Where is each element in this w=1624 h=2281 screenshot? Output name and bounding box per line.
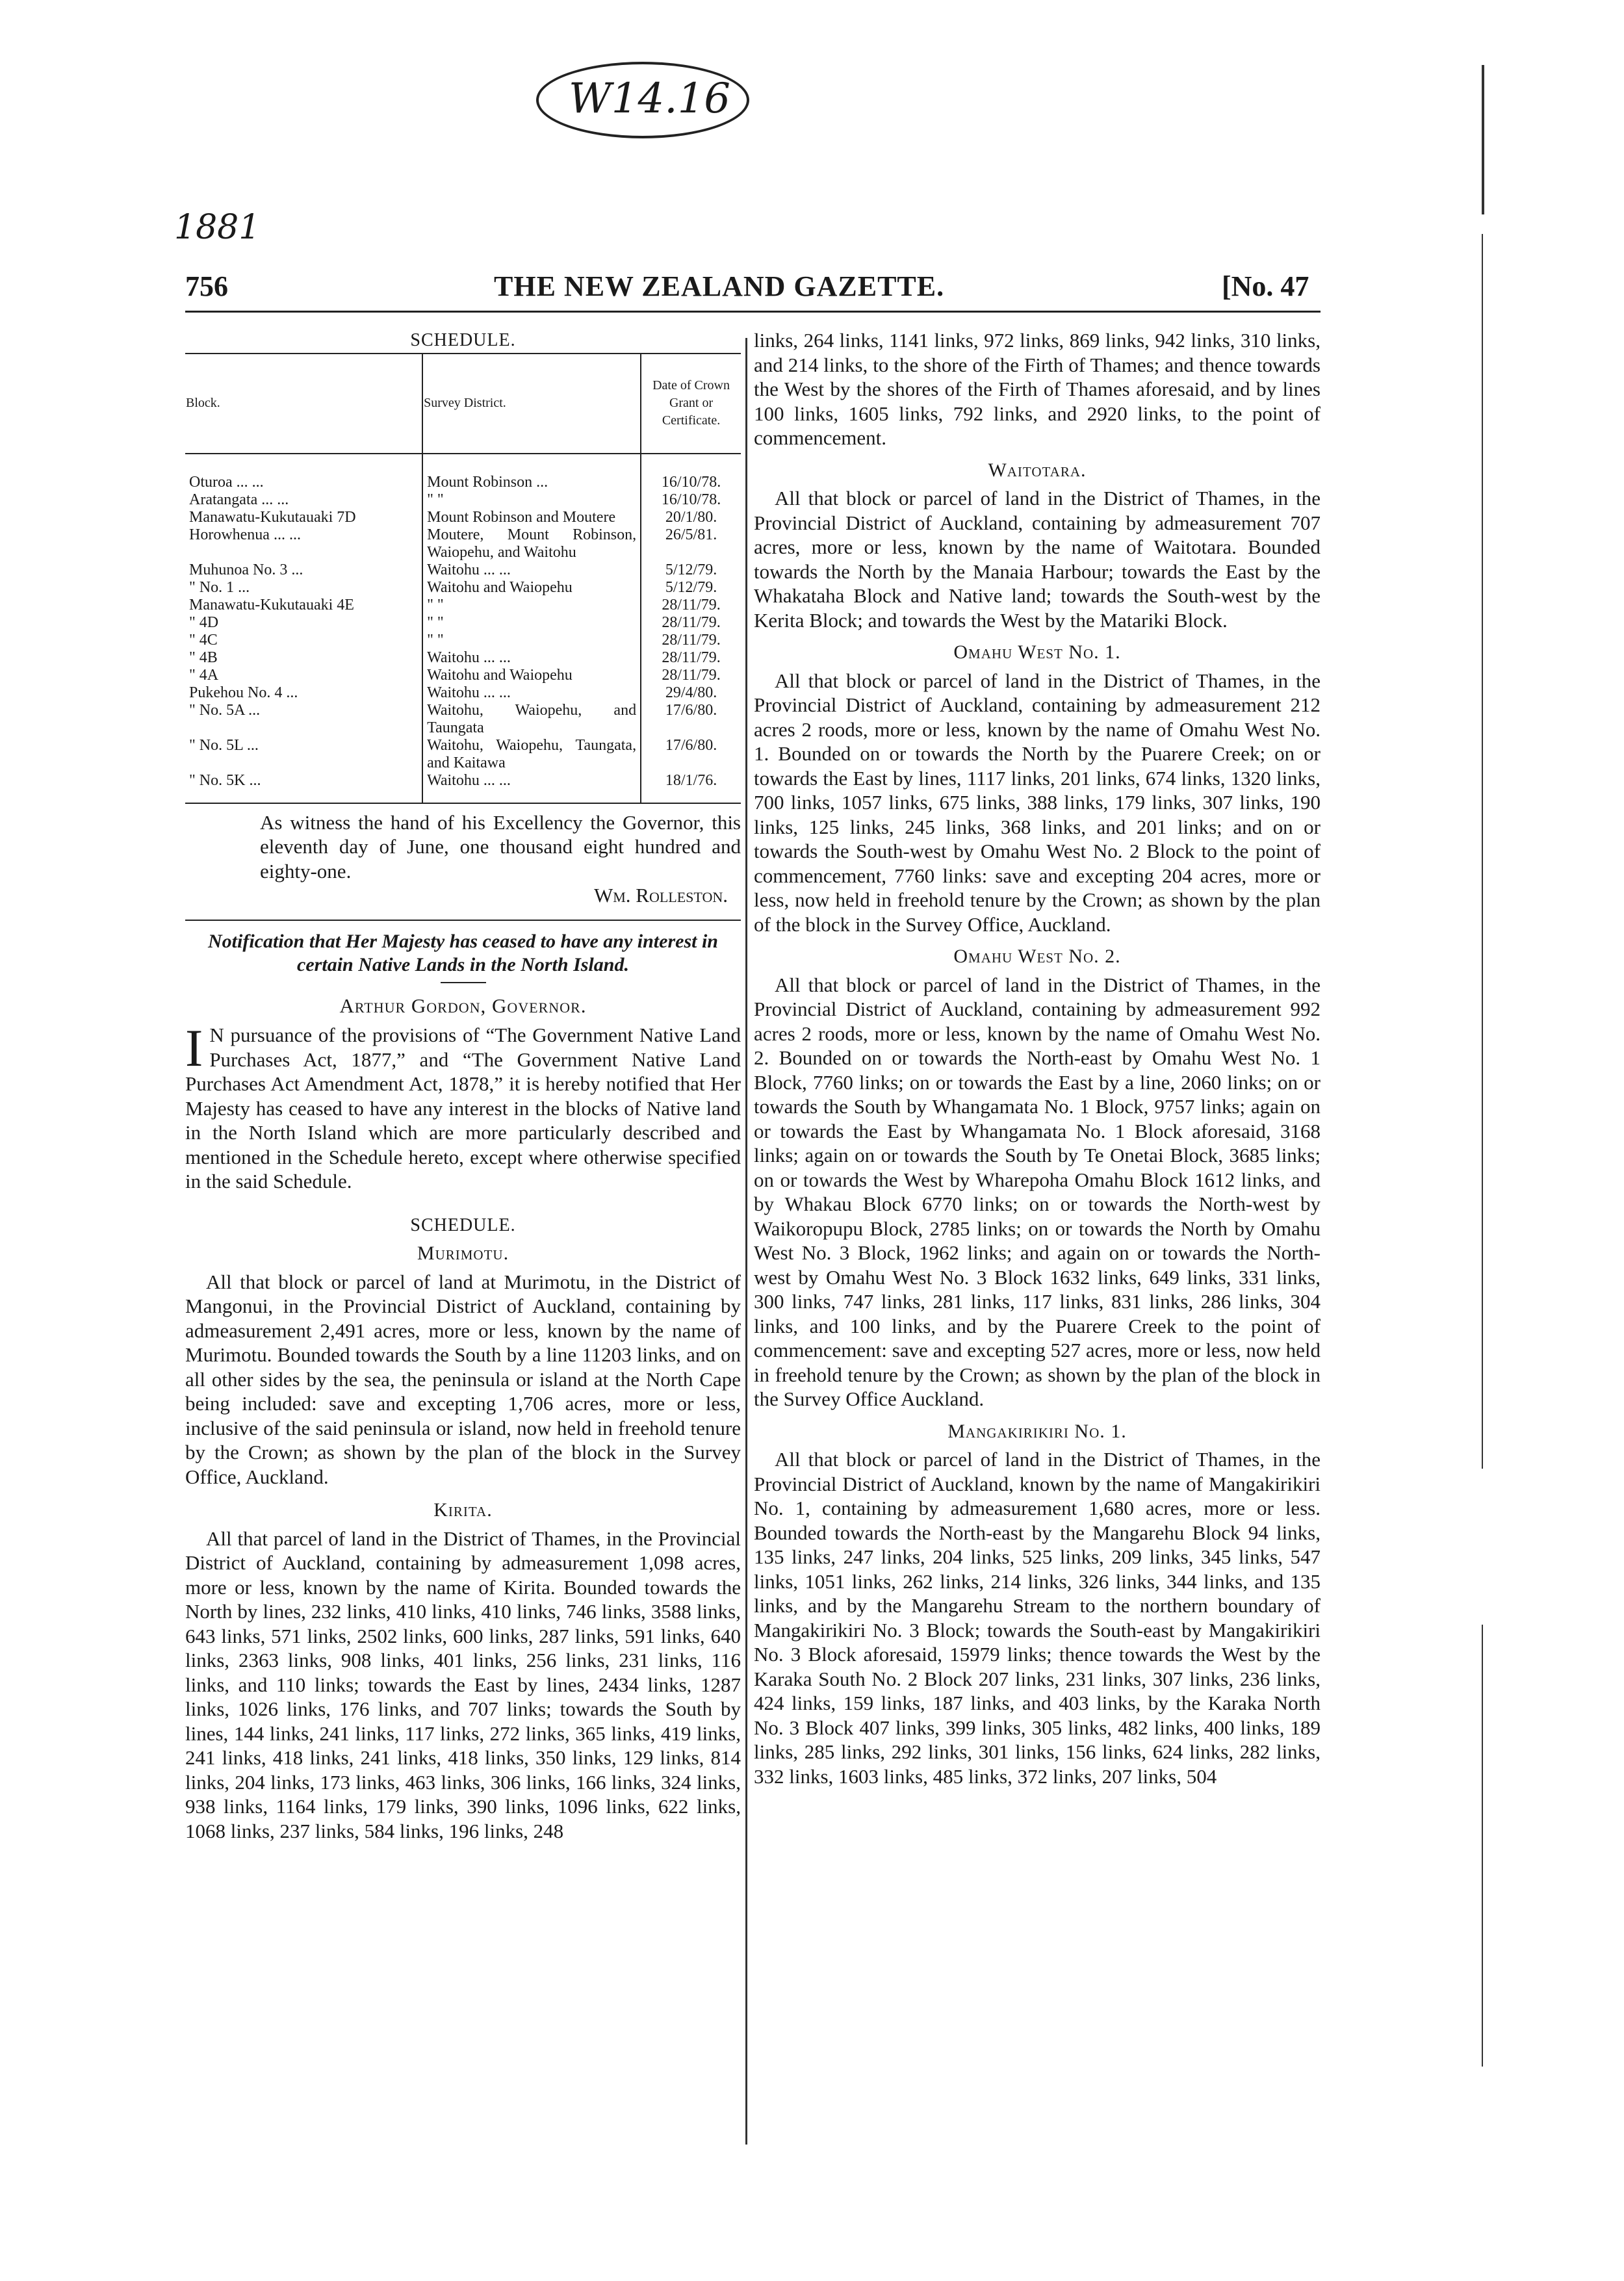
notification-body: N pursuance of the provisions of “The Government Native Land Purchases Act, 1877,” and “The Government Native Land Purchases Act Amendment Act, 1878,” it is hereby notified that Her Majesty has ceased to have any interest in the blocks of Native land in the North Island which are more particularly described and mentioned in the Schedule hereto, except where otherwise specified in the said Schedule. [185, 1024, 741, 1192]
heading-omahu-west-1: Omahu West No. 1. [953, 641, 1121, 663]
cell-block: " 4D [189, 613, 219, 631]
binding-thread [1482, 234, 1483, 1469]
right-column [754, 328, 1321, 1788]
table-row [185, 509, 741, 526]
cell-date: 17/6/80. [641, 737, 741, 772]
cell-block: Oturoa ... ... [189, 473, 264, 491]
text-kirita-continued: links, 264 links, 1141 links, 972 links, 869 links, 942 links, 310 links, and 214 links, to the shore of the Firth of Thames; and thence towards the West by the shores of the Firth of Thames aforesaid, and by lines 100 links, 1605 links, 792 links, and 2920 links, to the point of commencement. [754, 329, 1321, 449]
cell-district: " " [422, 597, 641, 614]
cell-block: " 4A [189, 666, 219, 684]
cell-date: 17/6/80. [641, 702, 741, 737]
cell-block: " No. 5A ... [189, 701, 261, 719]
col-header-date: Date of Crown Grant or Certificate. [641, 354, 741, 454]
cell-district: Mount Robinson ... [422, 454, 641, 491]
heading-murimotu: Murimotu. [417, 1243, 509, 1264]
cell-district: Moutere, Mount Robinson, Waiopehu, and Waitohu [422, 526, 641, 561]
table-row [185, 454, 741, 491]
gazette-title: THE NEW ZEALAND GAZETTE. [494, 270, 945, 302]
text-omahu-west-2: All that block or parcel of land in the District of Thames, in the Provincial District of Auckland, containing by admeasurement 992 acres 2 roods, more or less, known by the name of Omahu West No. 2. Bounded on or towards the North-east by Omahu West No. 1 Block, 7760 links; on or towards the East by a line, 2060 links; on or towards the South by Whangamata No. 1 Block, 9757 links; again on or towards the East by Whangamata No. 1 Block aforesaid, 3168 links; again on or towards the South by Te Onetai Block, 3685 links; on or towards the West by Wharepoha Omahu Block 1612 links, and by Whakau Block 6770 links; on or towards the North-west by Waikoropupu Block, 2785 links; on or towards the North by Omahu West No. 3 Block, 1962 links; and again on or towards the North-west by Omahu West No. 3 Block 1632 links, 649 links, 331 links, 300 links, 747 links, 281 links, 117 links, 831 links, 286 links, 304 links, and 100 links, and by the Puarere Creek to the point of commencement: save and excepting 527 acres, more or less, now held in freehold tenure by the Crown; as shown by the plan of the block in the Survey Office Auckland. [754, 973, 1321, 1410]
handwritten-year: 1881 [174, 208, 261, 247]
notification-body-block [185, 1018, 741, 1194]
cell-block: Aratangata ... ... [189, 491, 289, 508]
cell-block: Muhunoa No. 3 ... [189, 561, 303, 578]
cell-date: 26/5/81. [641, 526, 741, 561]
table-row [185, 579, 741, 597]
cell-date: 16/10/78. [641, 454, 741, 491]
cell-district: Waitohu ... ... [422, 561, 641, 579]
cell-district: " " [422, 491, 641, 509]
table-row [185, 614, 741, 632]
column-divider [745, 338, 747, 2145]
cell-date: 28/11/79. [641, 632, 741, 649]
cell-block: Manawatu-Kukutauaki 7D [189, 508, 356, 526]
cell-date: 28/11/79. [641, 614, 741, 632]
cell-district: Waitohu ... ... [422, 684, 641, 702]
text-omahu-west-1: All that block or parcel of land in the District of Thames, in the Provincial District of Auckland, containing by admeasurement 212 acres 2 roods, more or less, known by the name of Omahu West No. 1. Bounded on or towards the North by the Puarere Creek; on or towards the East by lines, 1117 links, 201 links, 674 links, 1320 links, 700 links, 1057 links, 675 links, 388 links, 179 links, 307 links, 190 links, 125 links, 245 links, 368 links, and 201 links; and on or towards the South-west by Omahu West No. 2 Block to the point of commencement, 7760 links: save and excepting 204 acres, more or less, now held in freehold tenure by the Crown; as shown by the plan of the block in the Survey Office, Auckland. [754, 669, 1321, 936]
cell-block: " No. 5L ... [189, 736, 259, 754]
cell-date: 28/11/79. [641, 667, 741, 684]
heading-omahu-west-2: Omahu West No. 2. [953, 946, 1121, 967]
cell-date: 5/12/79. [641, 561, 741, 579]
table-row [185, 737, 741, 772]
issue-number: [No. 47 [1222, 270, 1309, 302]
text-murimotu: All that block or parcel of land at Murimotu, in the District of Mangonui, in the Provincial District of Auckland, containing by admeasurement 2,491 acres, more or less, known by the name of Murimotu. Bounded towards the South by a line 11203 links, and on all other sides by the sea, the peninsula or island at the North Cape being included: save and excepting 1,706 acres, more or less, inclusive of the said peninsula or island, now held in freehold tenure by the Crown; as shown by the plan of the block in the Survey Office, Auckland. [185, 1270, 741, 1488]
cell-block: Horowhenua ... ... [189, 526, 301, 543]
heading-waitotara: Waitotara. [988, 459, 1087, 481]
drop-cap: I [185, 1018, 203, 1077]
cell-district: " " [422, 632, 641, 649]
table-row [185, 772, 741, 803]
witness-clause: As witness the hand of his Excellency the Governor, this eleventh day of June, one thousand eight hundred and eighty-one. [260, 810, 741, 883]
governor-line: Arthur Gordon, Governor. [339, 994, 587, 1017]
schedule-heading: SCHEDULE. [410, 330, 516, 350]
heading-mangakirikiri-1: Mangakirikiri No. 1. [947, 1420, 1127, 1442]
table-row [185, 526, 741, 561]
handwritten-reference: W14.16 [569, 75, 730, 123]
col-header-block: Block. [185, 354, 422, 454]
cell-date: 20/1/80. [641, 509, 741, 526]
cell-date: 29/4/80. [641, 684, 741, 702]
schedule-heading-2: SCHEDULE. [410, 1215, 516, 1235]
cell-block: " 4B [189, 649, 218, 666]
table-row [185, 702, 741, 737]
schedule-table [185, 353, 741, 804]
cell-district: " " [422, 614, 641, 632]
cell-district: Waitohu and Waiopehu [422, 667, 641, 684]
cell-district: Waitohu, Waiopehu, and Taungata [422, 702, 641, 737]
table-row [185, 561, 741, 579]
cell-date: 16/10/78. [641, 491, 741, 509]
cell-district: Waitohu ... ... [422, 649, 641, 667]
cell-block: " No. 5K ... [185, 772, 422, 803]
section-rule [185, 920, 741, 921]
masthead-rule [185, 311, 1321, 313]
cell-date: 28/11/79. [641, 649, 741, 667]
short-rule [441, 982, 486, 983]
text-kirita: All that parcel of land in the District of Thames, in the Provincial District of Auckland, containing by admeasurement 1,098 acres, more or less, known by the name of Kirita. Bounded towards the North by lines, 232 links, 410 links, 410 links, 746 links, 3588 links, 643 links, 571 links, 2502 links, 600 links, 287 links, 591 links, 640 links, 2363 links, 908 links, 401 links, 256 links, 231 links, 116 links, and 110 links; towards the East by lines, 2434 links, 1287 links, 1026 links, 176 links, and 707 links; towards the South by lines, 144 links, 241 links, 117 links, 272 links, 365 links, 419 links, 241 links, 418 links, 241 links, 418 links, 350 links, 129 links, 814 links, 204 links, 173 links, 463 links, 306 links, 166 links, 324 links, 938 links, 1164 links, 179 links, 390 links, 1096 links, 622 links, 1068 links, 237 links, 584 links, 196 links, 248 [185, 1527, 741, 1842]
left-column [185, 328, 741, 1843]
cell-block: " No. 1 ... [189, 578, 250, 596]
table-row [185, 649, 741, 667]
text-waitotara: All that block or parcel of land in the District of Thames, in the Provincial District of Auckland, containing by admeasurement 707 acres, more or less, known by the name of Waitotara. Bounded towards the North by the Manaia Harbour; towards the East by the Whakataha Block and Native land; towards the South-west by the Kerita Block; and towards the West by the Matariki Block. [754, 487, 1321, 632]
cell-block: Pukehou No. 4 ... [189, 684, 298, 701]
table-row [185, 597, 741, 614]
cell-block: Manawatu-Kukutauaki 4E [189, 596, 354, 613]
signature: Wm. Rolleston. [593, 884, 728, 907]
cell-district: Mount Robinson and Moutere [422, 509, 641, 526]
table-row [185, 491, 741, 509]
page-number: 756 [185, 270, 228, 302]
cell-district: Waitohu, Waiopehu, Taungata, and Kaitawa [422, 737, 641, 772]
heading-kirita: Kirita. [433, 1499, 493, 1521]
cell-district: Waitohu and Waiopehu [422, 579, 641, 597]
binding-thread-lower [1482, 1625, 1483, 2067]
cell-date: 5/12/79. [641, 579, 741, 597]
table-row [185, 667, 741, 684]
binding-mark-top [1482, 65, 1484, 214]
table-row [185, 684, 741, 702]
col-header-survey-district: Survey District. [422, 354, 641, 454]
cell-date: 28/11/79. [641, 597, 741, 614]
cell-date: 18/1/76. [641, 772, 741, 803]
cell-block: " 4C [189, 631, 218, 649]
notification-title: Notification that Her Majesty has ceased to have any interest in certain Native Lands in the North Island. [208, 930, 718, 975]
text-mangakirikiri-1: All that block or parcel of land in the District of Thames, in the Provincial District of Auckland, known by the name of Mangakirikiri No. 1, containing by admeasurement 1,680 acres, more or less. Bounded towards the North-east by the Mangarehu Block 94 links, 135 links, 247 links, 204 links, 525 links, 209 links, 345 links, 547 links, 1051 links, 262 links, 214 links, 326 links, 344 links, and 135 links, and by the Mangarehu Stream to the northern boundary of Mangakirikiri No. 3 Block; towards the South-east by Mangakirikiri No. 3 Block aforesaid, 15979 links; thence towards the West by the Karaka South No. 2 Block 207 links, 231 links, 307 links, 236 links, 424 links, 159 links, 187 links, and 403 links, by the Karaka North No. 3 Block 407 links, 399 links, 305 links, 482 links, 400 links, 189 links, 285 links, 292 links, 301 links, 156 links, 624 links, 282 links, 332 links, 1603 links, 485 links, 372 links, 207 links, 504 [754, 1448, 1321, 1788]
cell-district: Waitohu ... ... [422, 772, 641, 803]
table-row [185, 632, 741, 649]
